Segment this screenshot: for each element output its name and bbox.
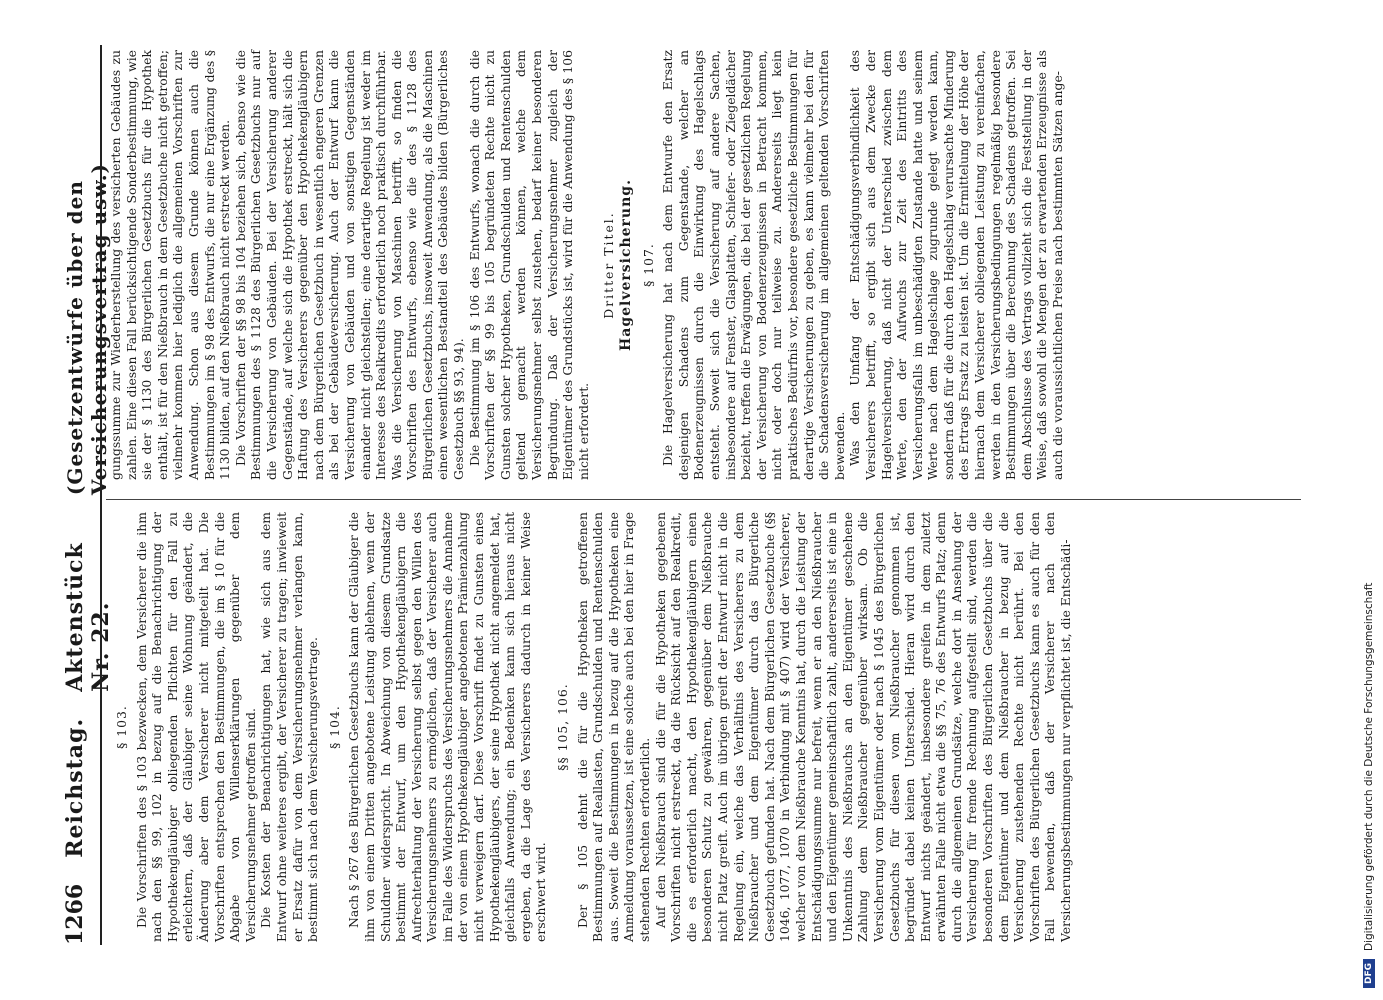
- paragraph: Die Bestimmung im § 106 des Entwurfs, wonach die durch die Vorschriften der §§ 99 bis 105 begründeten Rechte nicht zu Gunsten solcher Hypotheken, Grundschulden und Rentenschulden geltend gemacht werden können, welche dem Versicherungsnehmer selbst zustehen, bedarf keiner besonderen Begründung. Daß der Versicherungsnehmer zugleich der Eigentümer des Grundstücks ist, wird für die Anwendung des § 106 nicht erfordert.: [466, 50, 591, 480]
- parliament-name: Reichstag.: [62, 717, 88, 858]
- paragraph: Was den Umfang der Entschädigungsverbindlichkeit des Versicherers betrifft, so ergibt sich aus dem Zwecke der Hagelversicherung, daß nicht der Unterschied zwischen dem Werte, den der Aufwuchs zur Zeit des Eintritts des Versicherungsfalls im unbeschädigten Zustande hatte und seinem Werte nach dem Hagelschlage zugrunde gelegt werden kann, sondern daß für die durch den Hagelschlag verursachte Minderung des Ertrags Ersatz zu leisten ist. Um die Ermittelung der Höhe der hiernach dem Versicherer obliegenden Leistung zu vereinfachen, werden in den Versicherungsbedingungen regelmäßig besondere Bestimmungen über die Berechnung des Schadens getroffen. Sei dem Abschlusse des Vertrags vollzieht sich die Feststellung in der Weise, daß sowohl die Mengen der zu erwartenden Erzeugnisse als auch die voraussichtlichen Preise nach bestimmten Sätzen ange-: [847, 50, 1066, 480]
- column-divider: [106, 499, 1301, 500]
- paragraph: Die Vorschriften des § 103 bezwecken, dem Versicherer die ihm nach den §§ 99, 102 in bezug auf die Benachrichtigung der Hypothekengläubiger obliegenden Pflichten für den Fall zu erleichtern, daß der Gläubiger seine Wohnung geändert, die Änderung aber dem Versicherer nicht mitgeteilt hat. Die Vorschriften entsprechen den Bestimmungen, die im § 10 für die Abgabe von Willenserklärungen gegenüber dem Versicherungsnehmer getroffen sind.: [133, 512, 258, 942]
- page-number: 1266: [62, 883, 88, 945]
- part-title: Dritter Titel.: [601, 211, 617, 319]
- paragraph: gungssumme zur Wiederherstellung des versicherten Gebäudes zu zahlen. Eine diesen Fall berücksichtigende Sonderbestimmung, wie sie der § 1130 des Bürgerlichen Gesetzbuchs für die Hypothek enthält, ist für den Nießbrauch in dem Gesetzbuche nicht getroffen; vielmehr kommen hier lediglich die allgemeinen Vorschriften zur Anwendung. Schon aus diesem Grunde können auch die Bestimmungen im § 98 des Entwurfs, die nur eine Ergänzung des § 1130 bilden, auf den Nießbrauch nicht erstreckt werden.: [108, 50, 233, 480]
- paragraph: Die Kosten der Benachrichtigungen hat, wie sich aus dem Entwurf ohne weiteres ergibt, der Versicherer zu tragen; inwieweit er Ersatz dafür von dem Versicherungsnehmer verlangen kann, bestimmt sich nach dem Versicherungsvertrage.: [258, 512, 321, 942]
- paragraph: Auf den Nießbrauch sind die für die Hypotheken gegebenen Vorschriften nicht erstreckt, da die Rücksicht auf den Realkredit, die es erforderlich macht, den Hypothekengläubigern einen besonderen Schutz zu gewähren, gegenüber dem Nießbrauche nicht Platz greift. Auch im übrigen greift der Entwurf nicht in die Regelung ein, welche das Verhältnis des Versicherers zu dem Nießbraucher und dem Eigentümer durch das Bürgerliche Gesetzbuch gefunden hat. Nach dem Bürgerlichen Gesetzbuche (§§ 1046, 1077, 1070 in Verbindung mit § 407) wird der Versicherer, welcher von dem Nießbrauche Kenntnis hat, durch die Leistung der Entschädigungssumme nur befreit, wenn er an den Nießbraucher und den Eigentümer gemeinschaftlich zahlt, andererseits ist eine in Unkenntnis des Nießbrauchs an den Eigentümer geschehene Zahlung dem Nießbraucher gegenüber wirksam. Ob die Versicherung vom Eigentümer oder nach § 1045 des Bürgerlichen Gesetzbuchs für diesen vom Nießbraucher genommen ist, begründet dabei keinen Unterschied. Hieran wird durch den Entwurf nichts geändert, insbesondere greifen in dem zuletzt erwähnten Falle nicht etwa die §§ 75, 76 des Entwurfs Platz; denn durch die allgemeinen Grundsätze, welche dort in Ansehung der Versicherung für fremde Rechnung aufgestellt sind, werden die besonderen Vorschriften des Bürgerlichen Gesetzbuchs über die dem Eigentümer und dem Nießbraucher in bezug auf die Versicherung zustehenden Rechte nicht berührt. Bei den Vorschriften des Bürgerlichen Gesetzbuchs kann es auch für den Fall bewenden, daß der Versicherer nach den Versicherungsbestimmungen nur verpflichtet ist, die Entschädi-: [652, 512, 1074, 942]
- right-column: [108, 50, 1066, 480]
- paragraph: Der § 105 dehnt die für die Hypotheken getroffenen Bestimmungen auf Reallasten, Grundschulden und Rentenschulden aus. Soweit die Bestimmungen in bezug auf die Hypotheken eine Anmeldung voraussetzen, ist eine solche auch bei den hier in Frage stehenden Rechten erforderlich.: [574, 512, 652, 942]
- digitization-credit: [1358, 0, 1380, 1000]
- page-header: [62, 45, 114, 945]
- section-heading: § 107.: [640, 243, 656, 287]
- dfg-logo: DFG: [1363, 959, 1375, 988]
- left-column: [108, 512, 1074, 942]
- paragraph: Nach § 267 des Bürgerlichen Gesetzbuchs kann der Gläubiger die ihm von einem Dritten angebotene Leistung ablehnen, wenn der Schuldner widerspricht. In Abweichung von diesem Grundsatze bestimmt der Entwurf, um den Hypothekengläubigern die Aufrechterhaltung der Versicherung selbst gegen den Willen des Versicherungsnehmers zu ermöglichen, daß der Versicherer auch im Falle des Widerspruchs des Versicherungsnehmers die Annahme der von einem Hypothekengläubiger angebotenen Prämienzahlung nicht verweigern darf. Diese Vorschrift findet zu Gunsten eines Hypothekengläubigers, der seine Hypothek nicht angemeldet hat, gleichfalls Anwendung; ein Bedenken kann sich hieraus nicht ergeben, da die Lage des Versicherers dadurch in keiner Weise erschwert wird.: [346, 512, 549, 942]
- document-number: Aktenstück Nr. 22.: [62, 542, 114, 692]
- header-rule: [100, 45, 102, 945]
- document-subtitle: (Gesetzentwürfe über den Versicherungsvertrag usw.): [63, 162, 111, 496]
- paragraph: Die Hagelversicherung hat nach dem Entwurfe den Ersatz desjenigen Schadens zum Gegenstande, welcher an Bodenerzeugnissen durch die Einwirkung des Hagelschlags entsteht. Soweit sich die Versicherung auf andere Sachen, insbesondere auf Fenster, Glasplatten, Schiefer- oder Ziegeldächer bezieht, treffen die Erwägungen, die bei der gesetzlichen Regelung der Versicherung von Bodenerzeugnissen in Betracht kommen, nicht oder doch nur teilweise zu. Andererseits liegt kein praktisches Bedürfnis vor, besondere gesetzliche Bestimmungen für derartige Versicherungen zu geben, es kann vielmehr bei den für die Schadensversicherung im allgemeinen geltenden Vorschriften bewenden.: [660, 50, 847, 480]
- paragraph: Die Vorschriften der §§ 98 bis 104 beziehen sich, ebenso wie die Bestimmungen des § 1128 des Bürgerlichen Gesetzbuchs nur auf die Versicherung von Gebäuden. Bei der Versicherung anderer Gegenstände, auf welche sich die Hypothek erstreckt, hält sich die Haftung des Versicherers gegenüber den Hypothekengläubigern nach dem Bürgerlichen Gesetzbuch in wesentlich engeren Grenzen als bei der Gebäudeversicherung. Auch der Entwurf kann die Versicherung von Gebäuden und von sonstigen Gegenständen einander nicht gleichstellen; eine derartige Regelung ist weder im Interesse des Realkredits erforderlich noch praktisch durchführbar. Was die Versicherung von Maschinen betrifft, so finden die Vorschriften des Entwurfs, ebenso wie die des § 1128 des Bürgerlichen Gesetzbuchs, insoweit Anwendung, als die Maschinen einen wesentlichen Bestandteil des Gebäudes bilden (Bürgerliches Gesetzbuch §§ 93, 94).: [232, 50, 467, 480]
- section-heading: §§ 105, 106.: [555, 683, 571, 771]
- part-subtitle: Hagelversicherung.: [618, 179, 634, 351]
- section-heading: § 103.: [114, 705, 129, 749]
- credit-text: Digitalisierung gefördert durch die Deutsche Forschungsgemeinschaft: [1363, 582, 1375, 951]
- section-heading: § 104.: [326, 705, 342, 749]
